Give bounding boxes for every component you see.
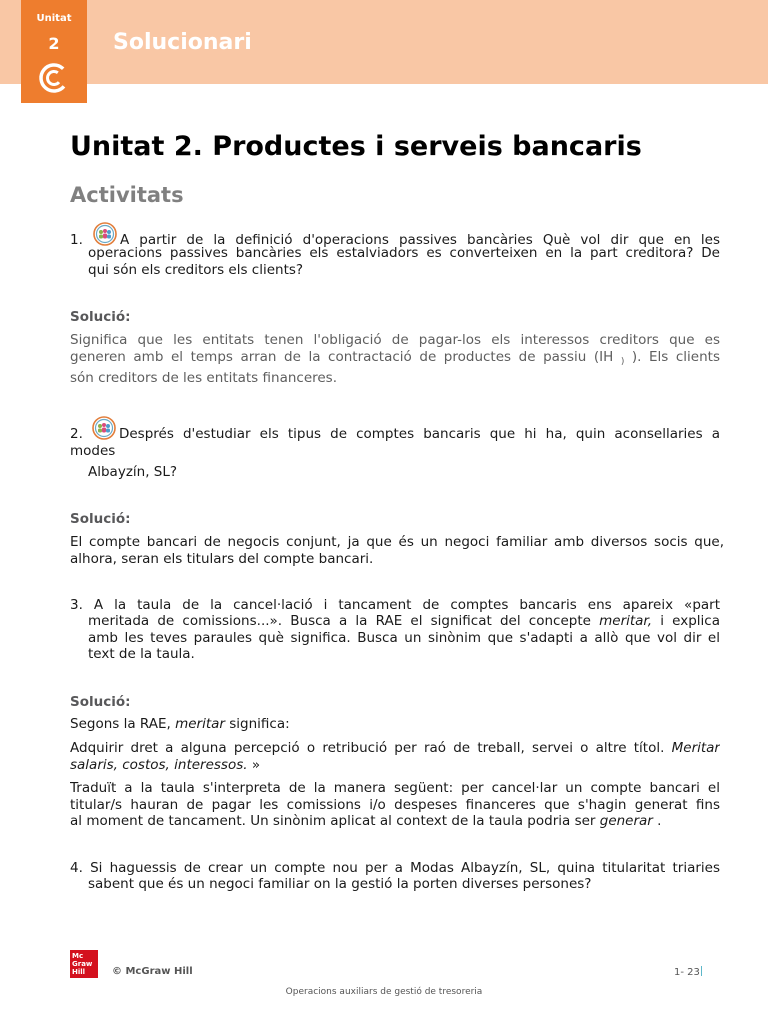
solution-3-p2: Adquirir dret a alguna percepció o retribució per raó de treball, servei o altre títol. Meritar salaris, costos, interessos. » xyxy=(70,740,720,773)
solution-3-p3: Traduït a la taula s'interpreta de la manera següent: per cancel·lar un compte bancari el titular/s hauran de pagar les comissions i/o despeses financeres que s'hagin generat fins al moment de tancament. Un sinònim aplicat al context de la taula podria ser generar . xyxy=(70,780,720,829)
question-1-text: operacions passives bancàries els estalviadors es converteixen en la part creditora? De qui són els creditors els clients? xyxy=(88,245,720,278)
question-number: 2. xyxy=(70,426,83,442)
unit-label: Unitat xyxy=(36,13,72,24)
unit-number: 2 xyxy=(48,34,60,53)
question-number: 1. xyxy=(70,232,83,248)
page-title: Unitat 2. Productes i serveis bancaris xyxy=(70,131,642,162)
section-title: Activitats xyxy=(70,183,184,207)
question-3-text: meritada de comissions...». Busca a la RAE el significat del concepte meritar, i explica amb les teves paraules què significa. Busca un sinònim que s'adapti a allò que vol dir el text de la taula. xyxy=(88,613,720,662)
solution-label: Solució: xyxy=(70,511,131,527)
footer-copyright: © McGraw Hill xyxy=(112,966,193,977)
footer-book-title: Operacions auxiliars de gestió de tresoreria xyxy=(285,987,483,997)
question-3: 3. A la taula de la cancel·lació i tancament de comptes bancaris ens apareix «part xyxy=(70,597,720,613)
team-icon xyxy=(92,416,116,440)
solution-label: Solució: xyxy=(70,309,131,325)
header-title: Solucionari xyxy=(113,30,252,55)
question-4: 4. Si haguessis de crear un compte nou per a Modas Albayzín, SL, quina titularitat triaries xyxy=(70,860,720,876)
team-icon xyxy=(93,222,117,246)
page-number: 1- 23 xyxy=(674,967,700,978)
question-1: 1. A partir de la definició d'operacions passives bancàries Què vol dir que en les xyxy=(70,222,720,249)
solution-label: Solució: xyxy=(70,694,131,710)
solution-3-p1: Segons la RAE, meritar significa: xyxy=(70,716,290,732)
question-2: 2. Després d'estudiar els tipus de comptes bancaris que hi ha, quin aconsellaries a modes xyxy=(70,416,720,459)
solution-2-text: El compte bancari de negocis conjunt, ja que és un negoci familiar amb diversos socis que, alhora, seran els titulars del compte bancari. xyxy=(70,534,724,567)
question-2-extra: Albayzín, SL? xyxy=(88,464,178,480)
mcgraw-hill-logo: Mc Graw Hill xyxy=(70,950,98,978)
cycle-icon xyxy=(36,60,72,96)
solution-1-text: Significa que les entitats tenen l'obligació de pagar-los els interessos creditors que es generen amb el temps arran de la contractació de productes de passiu (IH $_)$ ). Els clients són creditors de les entitats financeres. xyxy=(70,332,720,386)
question-4-text: sabent que és un negoci familiar on la gestió la porten diverses persones? xyxy=(88,876,592,892)
unit-tab xyxy=(21,0,87,103)
